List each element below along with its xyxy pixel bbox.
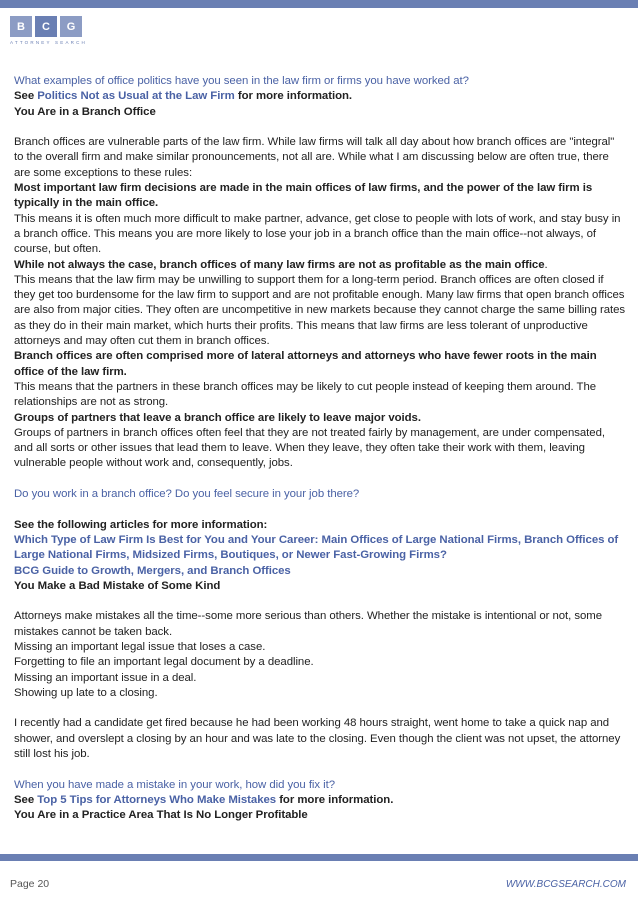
politics-article-link[interactable]: Politics Not as Usual at the Law Firm xyxy=(37,90,235,103)
bcg-logo xyxy=(10,16,110,46)
top-accent-bar xyxy=(0,0,638,8)
candidate-story: I recently had a candidate get fired because he had been working 48 hours straight, went home to take a quick nap and shower, and overslept a closing by an hour and was late to the closing. Even though the client was not upset, the attorney still lost his job. xyxy=(14,717,621,761)
question-branch-office: Do you work in a branch office? Do you feel secure in your job there? xyxy=(14,488,360,501)
heading-bad-mistake: You Make a Bad Mistake of Some Kind xyxy=(14,579,221,592)
logo-letter-b: B xyxy=(10,16,32,37)
mistake-item: Missing an important issue in a deal. xyxy=(14,671,197,684)
mistakes-intro: Attorneys make mistakes all the time--some more serious than others. Whether the mistake is intentional or not, some mistakes cannot be taken back. xyxy=(14,610,603,638)
logo-letter-g: G xyxy=(60,16,82,37)
rule-profitability xyxy=(14,258,626,273)
logo-boxes xyxy=(10,16,110,37)
heading-practice-area: You Are in a Practice Area That Is No Longer Profitable xyxy=(14,809,308,822)
rule-partner-groups: Groups of partners that leave a branch office are likely to leave major voids. xyxy=(14,411,421,424)
rule-lateral-attorneys: Branch offices are often comprised more of lateral attorneys and attorneys who have fewer roots in the main office of the law firm. xyxy=(14,350,597,378)
mistake-item: Missing an important legal issue that loses a case. xyxy=(14,640,266,653)
see-politics-line xyxy=(14,89,626,104)
page-content xyxy=(14,74,626,824)
article-link-growth-mergers[interactable]: BCG Guide to Growth, Mergers, and Branch Offices xyxy=(14,564,291,577)
page-number: Page 20 xyxy=(10,878,50,890)
mistake-item: Forgetting to file an important legal document by a deadline. xyxy=(14,656,314,669)
question-mistake-fix: When you have made a mistake in your work, how did you fix it? xyxy=(14,778,336,791)
see-prefix: See xyxy=(14,90,38,103)
see-tips-line xyxy=(14,793,626,808)
rule-main-office-power: Most important law firm decisions are made in the main offices of law firms, and the power of the law firm is typically in the main office. xyxy=(14,182,593,210)
rule-profitability-period: . xyxy=(544,258,548,271)
articles-label: See the following articles for more information: xyxy=(14,518,268,531)
see-prefix: See xyxy=(14,793,38,806)
logo-subtitle: ATTORNEY SEARCH xyxy=(10,40,88,45)
rule-main-office-power-text: This means it is often much more difficult to make partner, advance, get close to people with lots of work, and stay busy in a branch office. This means you are more likely to lose your job in a branch office than the main office--not always, of course, but often. xyxy=(14,212,621,256)
heading-branch-office: You Are in a Branch Office xyxy=(14,105,156,118)
footer-accent-bar xyxy=(0,854,638,861)
question-office-politics: What examples of office politics have you seen in the law firm or firms you have worked at? xyxy=(14,75,469,87)
tips-article-link[interactable]: Top 5 Tips for Attorneys Who Make Mistakes xyxy=(37,793,277,806)
see-suffix: for more information. xyxy=(234,90,353,103)
rule-partner-groups-text: Groups of partners in branch offices often feel that they are not treated fairly by management, are under compensated, and all sorts or other issues that lead them to leave. When they leave, they often take their work with them, leaving vulnerable people without work and, consequently, jobs. xyxy=(14,426,605,470)
rule-profitability-bold: While not always the case, branch offices of many law firms are not as profitable as the main office xyxy=(14,258,545,271)
rule-lateral-attorneys-text: This means that the partners in these branch offices may be likely to cut people instead of keeping them around. The relationships are not as strong. xyxy=(14,380,597,409)
see-suffix: for more information. xyxy=(276,793,394,806)
branch-intro: Branch offices are vulnerable parts of the law firm. While law firms will talk all day about how branch offices are "integral" to the overall firm and make similar pronouncements, not all are. While what I am discussing below are often true, there are some exceptions to these rules: xyxy=(14,136,615,179)
website-link[interactable]: WWW.BCGSEARCH.COM xyxy=(505,879,626,890)
rule-profitability-text: This means that the law firm may be unwilling to support them for a long-term period. Branch offices are often closed if they get too burdensome for the law firm to support and are not profitable enough. Many law firms that open branch offices are also from major cities. They often are uncompetitive in new markets because they cannot charge the same billing rates as they do in their main market, which hurts their profits. This means that law firms are less tolerant of unproductive attorneys and may often cut them in branch offices. xyxy=(14,273,626,348)
logo-letter-c: C xyxy=(35,16,57,37)
article-link-law-firm-type[interactable]: Which Type of Law Firm Is Best for You and Your Career: Main Offices of Large National Firms, Branch Offices of Large National Firms, Midsized Firms, Boutiques, or Newer Fast-Growing Firms? xyxy=(14,533,619,562)
mistake-item: Showing up late to a closing. xyxy=(14,686,158,699)
